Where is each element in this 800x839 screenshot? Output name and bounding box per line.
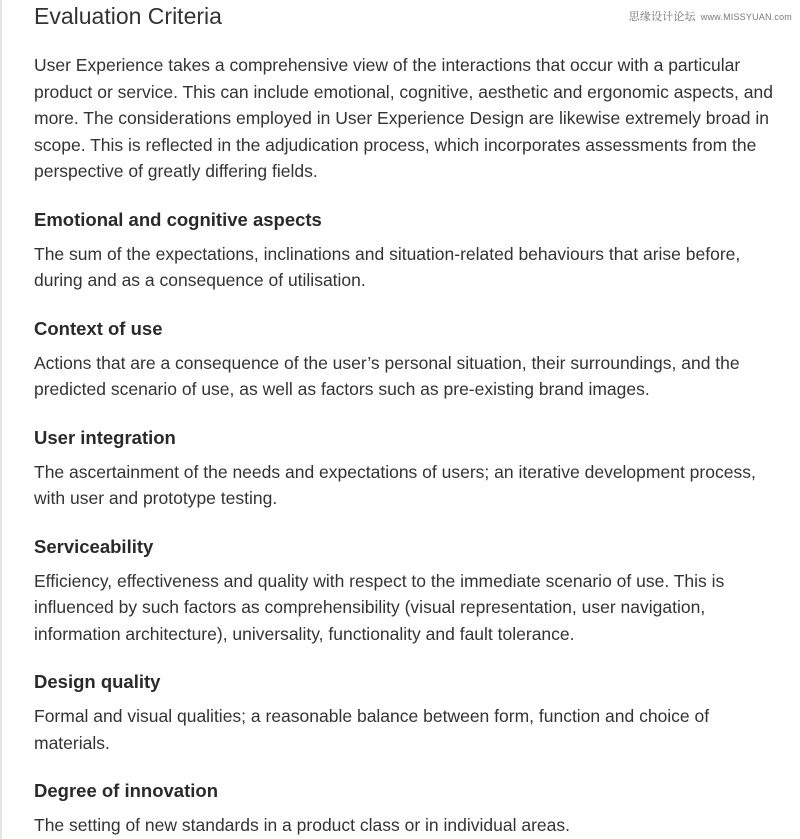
section-heading: Degree of innovation — [34, 780, 218, 801]
section-design-quality — [34, 670, 784, 756]
section-user-integration — [34, 426, 784, 512]
watermark-url: www.MISSYUAN.com — [700, 12, 792, 22]
section-body: The setting of new standards in a product class or in individual areas. — [34, 815, 570, 835]
article — [34, 0, 784, 839]
section-body: The sum of the expectations, inclinations and situation-related behaviours that arise before, during and as a consequence of utilisation. — [34, 243, 741, 290]
page-title: Evaluation Criteria — [34, 3, 222, 29]
section-heading: Design quality — [34, 671, 161, 692]
section-serviceability — [34, 535, 784, 648]
section-heading: Serviceability — [34, 535, 154, 557]
section-body: The ascertainment of the needs and expectations of users; an iterative development process, with user and prototype testing. — [34, 461, 756, 508]
section-body: Efficiency, effectiveness and quality with respect to the immediate scenario of use. This is influenced by such factors as comprehensibility (visual representation, user navigation, information architecture), universality, functionality and fault tolerance. — [34, 570, 725, 644]
section-heading: Context of use — [34, 317, 163, 339]
section-degree-of-innovation — [34, 779, 784, 839]
section-body: Actions that are a consequence of the user’s personal situation, their surroundings, and the predicted scenario of use, as well as factors such as pre-existing brand images. — [34, 352, 740, 399]
section-context-of-use — [34, 317, 784, 403]
section-heading: Emotional and cognitive aspects — [34, 208, 322, 230]
section-emotional-cognitive — [34, 208, 784, 294]
left-border — [0, 0, 2, 839]
section-body: Formal and visual qualities; a reasonable balance between form, function and choice of materials. — [34, 706, 710, 753]
section-heading: User integration — [34, 426, 176, 448]
intro-paragraph: User Experience takes a comprehensive view of the interactions that occur with a particular product or service. This can include emotional, cognitive, aesthetic and ergonomic aspects, and more. The considerations employed in User Experience Design are likewise extremely broad in scope. This is reflected in the adjudication process, which incorporates assessments from the perspective of greatly differing fields. — [34, 55, 773, 181]
watermark-text: 思缘设计论坛 — [628, 11, 696, 23]
